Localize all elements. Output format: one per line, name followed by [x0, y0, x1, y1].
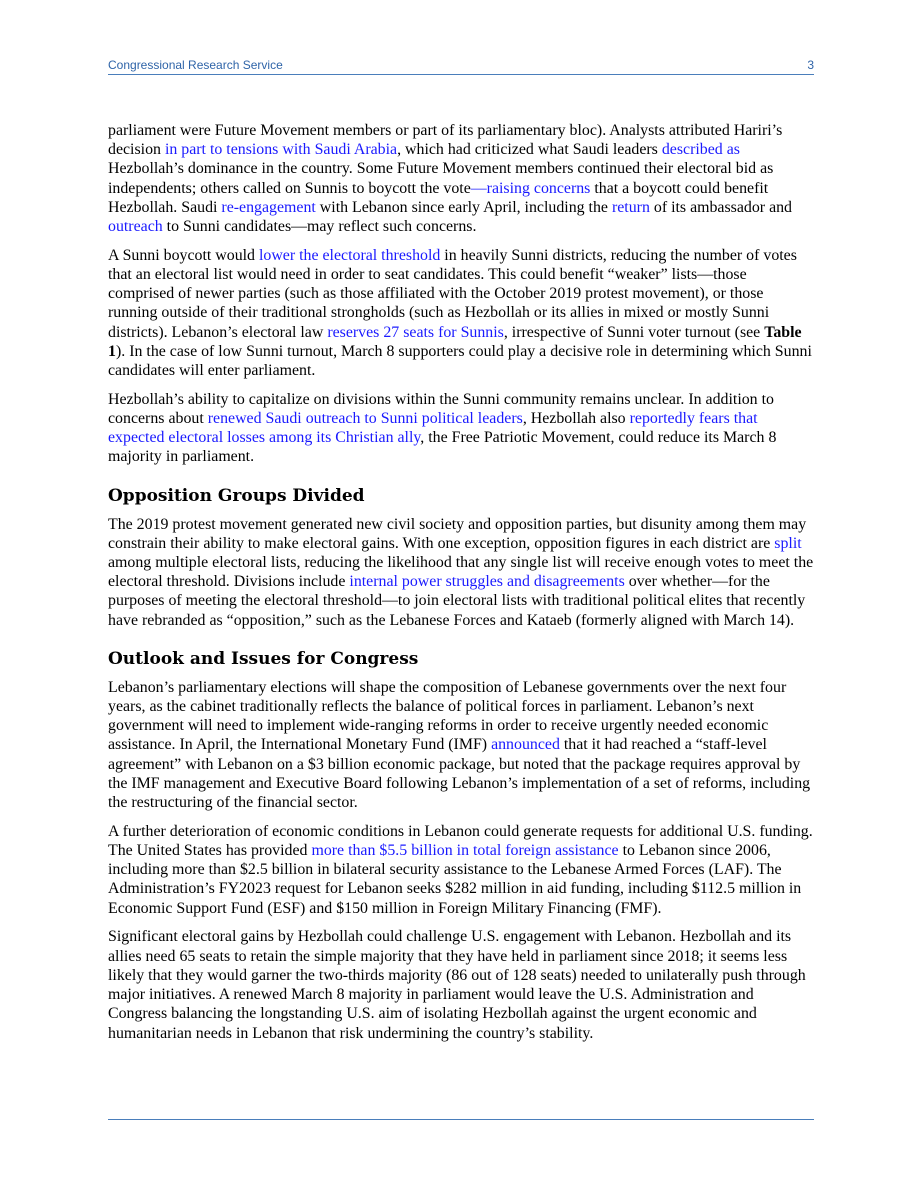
paragraph: The 2019 protest movement generated new civil society and opposition parties, but disunity among them may constrain their ability to make electoral gains. With one exception, opposition figures in each district are split among multiple electoral lists, reducing the likelihood that any single list will receive enough votes to meet the electoral threshold. Divisions include internal power struggles and disagreements over whether—for the purposes of meeting the electoral threshold—to join electoral lists with traditional political elites that recently have rebranded as “opposition,” such as the Lebanese Forces and Kataeb (formerly aligned with March 14).	[108, 515, 814, 629]
link-raising-concerns[interactable]: —raising concerns	[470, 179, 591, 197]
paragraph: Hezbollah’s ability to capitalize on divisions within the Sunni community remains unclear. In addition to concerns about renewed Saudi outreach to Sunni political leaders, Hezbollah also reportedly fears that expected electoral losses among its Christian ally, the Free Patriotic Movement, could reduce its March 8 majority in parliament.	[108, 390, 777, 466]
document-body	[108, 121, 814, 1052]
section-heading: Outlook and Issues for Congress	[108, 648, 419, 669]
paragraph: A Sunni boycott would lower the electoral threshold in heavily Sunni districts, reducing the number of votes that an electoral list would need in order to seat candidates. This could benefit “weaker” lists—those comprised of newer parties (such as those affiliated with the October 2019 protest movement), or those running outside of their traditional strongholds (such as Hezbollah or its allies in mixed or mostly Sunni districts). Lebanon’s electoral law reserves 27 seats for Sunnis, irrespective of Sunni voter turnout (see Table 1). In the case of low Sunni turnout, March 8 supporters could play a decisive role in determining which Sunni candidates will enter parliament.	[108, 246, 812, 380]
link-announced[interactable]: announced	[491, 736, 560, 754]
paragraph: Significant electoral gains by Hezbollah could challenge U.S. engagement with Lebanon. Hezbollah and its allies need 65 seats to retain the simple majority that they have held in parliament since 2018; it seems less likely that they would garner the two-thirds majority (86 out of 128 seats) needed to unilaterally push through major initiatives. A renewed March 8 majority in parliament would leave the U.S. Administration and Congress balancing the longstanding U.S. aim of isolating Hezbollah against the urgent economic and humanitarian needs in Lebanon that risk undermining the country’s stability.	[108, 928, 806, 1042]
link-power-struggles[interactable]: internal power struggles and disagreements	[349, 573, 625, 591]
link-reserves-seats[interactable]: reserves 27 seats for Sunnis	[327, 323, 504, 341]
footer-divider	[108, 1119, 814, 1120]
link-re-engagement[interactable]: re-engagement	[221, 198, 316, 216]
paragraph: parliament were Future Movement members or part of its parliamentary bloc). Analysts attributed Hariri’s decision in part to tensions with Saudi Arabia, which had criticized what Saudi leaders described as Hezbollah’s dominance in the country. Some Future Movement members continued their electoral bid as independents; others called on Sunnis to boycott the vote—raising concerns that a boycott could benefit Hezbollah. Saudi re-engagement with Lebanon since early April, including the return of its ambassador and outreach to Sunni candidates—may reflect such concerns.	[108, 122, 793, 236]
link-return[interactable]: return	[611, 198, 650, 216]
link-split[interactable]: split	[774, 534, 802, 552]
link-reportedly-fears[interactable]: reportedly fears that expected electoral losses among its Christian ally	[108, 410, 758, 447]
link-saudi-outreach[interactable]: renewed Saudi outreach to Sunni political leaders	[207, 410, 523, 428]
link-foreign-assistance[interactable]: more than $5.5 billion in total foreign assistance	[311, 842, 619, 860]
paragraph: Lebanon’s parliamentary elections will shape the composition of Lebanese governments over the next four years, as the cabinet traditionally reflects the balance of political forces in parliament. Lebanon’s next government will need to implement wide-ranging reforms in order to receive urgently needed economic assistance. In April, the International Monetary Fund (IMF) announced that it had reached a “staff-level agreement” with Lebanon on a $3 billion economic package, but noted that the package requires approval by the IMF management and Executive Board following Lebanon’s implementation of a set of reforms, including the restructuring of the financial sector.	[108, 678, 811, 812]
table-reference: Table 1	[108, 323, 802, 360]
link-saudi-tensions[interactable]: in part to tensions with Saudi Arabia	[164, 141, 398, 159]
link-electoral-threshold[interactable]: lower the electoral threshold	[258, 246, 441, 264]
section-heading: Opposition Groups Divided	[108, 485, 365, 506]
link-outreach[interactable]: outreach	[108, 218, 163, 236]
link-described-as[interactable]: described as	[661, 141, 740, 159]
page-header	[108, 58, 814, 75]
paragraph: A further deterioration of economic conditions in Lebanon could generate requests for additional U.S. funding. The United States has provided more than $5.5 billion in total foreign assistance to Lebanon since 2006, including more than $2.5 billion in bilateral security assistance to the Lebanese Armed Forces (LAF). The Administration’s FY2023 request for Lebanon seeks $282 million in aid funding, including $112.5 million in Economic Support Fund (ESF) and $150 million in Foreign Military Financing (FMF).	[108, 822, 813, 917]
report-source: Congressional Research Service	[108, 58, 283, 72]
page-number: 3	[807, 58, 814, 72]
